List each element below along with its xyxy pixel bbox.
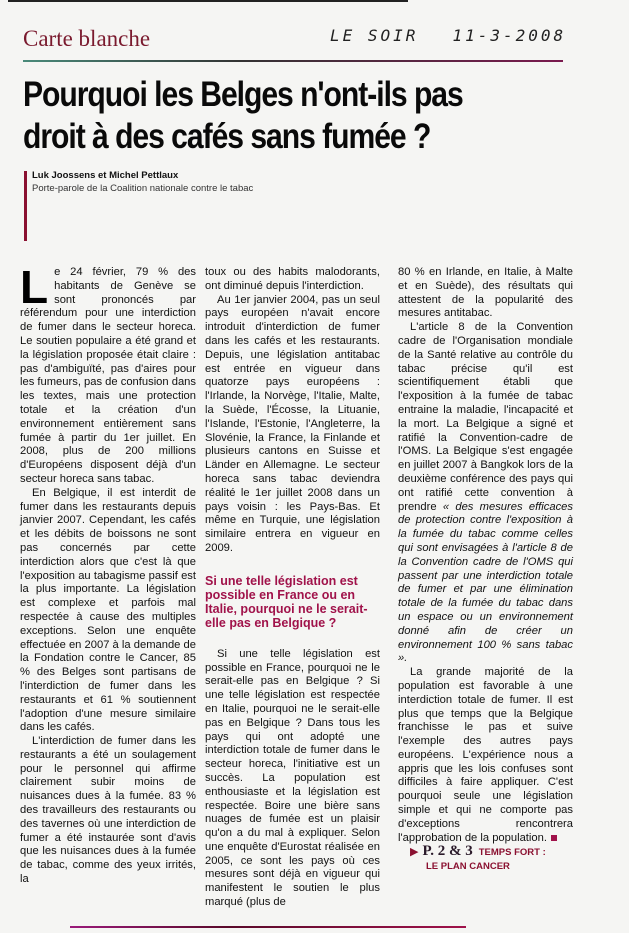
paragraph-5-part: Si une telle législation est possible en France, pourquoi ne le serait-elle pas en Belgique ? Si une telle législation est respectée en Italie, pourquoi ne le serait-elle pas en Belgique ? Dans tous les pays qui ont adopté une interdiction totale de fumer dans le secteur horeca, l'initiative est un succès. La population est enthousiaste et la législation est respectée. Boire une bière sans nuages de fumée est un plaisir qu'on a du mal à expliquer. Selon une enquête d'Eurostat réalisée en 2005, ce sont les pays où ces mesures sont déjà en vigueur qui manifestent le soutien le plus marqué (plus de [205,647,380,909]
article-column-3 [398,266,573,874]
cross-reference[interactable] [398,845,573,874]
handnote-paper: LE SOIR [330,26,419,45]
byline-bar [24,171,27,241]
article-column-1 [20,261,196,887]
byline-role: Porte-parole de la Coalition nationale contre le tabac [32,183,254,194]
paragraph-7-text: La grande majorité de la population est favorable à une interdiction totale de fumer. Il est plus que temps que la Belgique franchisse le pas et suive l'exemple des autres pays européens. L'expérience nous a appris que les lois confuses sont difficiles à faire appliquer. C'est pourquoi seule une législation simple et qui ne comporte pas d'exceptions rencontrera l'approbation de la population. [398,666,573,844]
paragraph-4: Au 1er janvier 2004, pas un seul pays européen n'avait encore introduit d'interdiction de fumer dans les cafés et les restaurants. Depuis, une législation antitabac est entrée en vigueur dans quatorze pays européens : l'Irlande, la Norvège, l'Italie, Malte, la Suède, l'Écosse, la Lituanie, l'Islande, l'Estonie, l'Angleterre, la Slovénie, la France, la Finlande et plusieurs cantons en Suisse et Länder en Allemagne. Le secteur horeca sans tabac deviendra réalité le 1er juillet 2008 dans un pays voisin : les Pays-Bas. Et même en Turquie, une législation similaire entrera en vigueur en 2009. [205,293,380,554]
paragraph-1 [20,261,196,487]
section-rule [23,60,563,62]
article-column-2 [205,266,380,910]
handnote-date: 11-3-2008 [452,26,567,45]
paragraph-3-part: L'interdiction de fumer dans les restaurants a été un soulagement pour le personnel qui affirme clairement subir moins de nuisances dues à la fumée. 83 % des travailleurs des restaurants ou des tavernes où une interdiction de fumer a été instaurée sont d'avis que les nuisances dues à la fumée de tabac, comme des yeux irrités, la [20,735,196,886]
bottom-border [70,926,466,928]
paragraph-6-text: L'article 8 de la Convention cadre de l'Organisation mondiale de la Santé relative au contrôle du tabac précise qu'il est scientifiquement établi que l'exposition à la fumée de tabac entraine la maladie, l'incapacité et la mort. La Belgique a signé et ratifié la Convention-cadre de l'OMS. La Belgique s'est engagée en juillet 2007 à Bangkok lors de la deuxième conférence des pays qui ont ratifié cette convention à prendre [398,321,573,513]
byline-authors: Luk Joossens et Michel Pettlaux [32,170,179,181]
top-border [8,0,408,2]
triangle-arrow-icon: ▶ [410,846,419,859]
paragraph-7 [398,666,573,845]
reference-pages: P. 2 & 3 [422,843,473,860]
paragraph-5-cont: 80 % en Irlande, en Italie, à Malte et en Suède), des résultats qui attestent de la popularité des mesures antitabac. [398,266,573,320]
end-mark-icon [551,835,557,841]
reference-topic: LE PLAN CANCER [426,861,510,873]
headline-line-2: droit à des cafés sans fumée ? [23,117,431,156]
paragraph-1-text: e 24 février, 79 % des habitants de Genève se sont prononcés par référendum pour une interdiction de fumer dans le secteur horeca. Le soutien populaire a été grand et la législation proposée était claire : pas d'ambiguïté, pas d'aires pour les fumeurs, pas de confusion dans les textes, mais une protection totale et la création d'un environnement entièrement sans fumée à partir du 1er juillet. En 2008, plus de 200 millions d'Européens disposent déjà d'un secteur horeca sans tabac. [20,266,196,485]
paragraph-6 [398,321,573,666]
headline [23,74,530,158]
section-kicker: Carte blanche [23,26,151,51]
paragraph-3-cont: toux ou des habits malodorants, ont diminué depuis l'interdiction. [205,266,380,292]
subheading: Si une telle législation est possible en France ou en Italie, pourquoi ne le serait-elle pas en Belgique ? [205,573,368,630]
paragraph-2: En Belgique, il est interdit de fumer dans les restaurants depuis janvier 2007. Cependant, les cafés et les débits de boissons ne sont pas concernés par cette interdiction alors que c'est là que l'exposition au tabagisme passif est la plus importante. La législation est complexe et parfois mal respectée à cause des multiples exceptions. Selon une enquête effectuée en 2007 à la demande de la Fondation contre le Cancer, 85 % des Belges sont partisans de l'interdiction de fumer dans les restaurants et 61 % soutiennent l'adoption d'une mesure similaire dans les cafés. [20,486,196,734]
drop-cap: L [20,261,49,313]
headline-line-1: Pourquoi les Belges n'ont-ils pas [23,75,463,114]
handwritten-annotation [330,26,600,45]
oms-quote: « des mesures efficaces de protection contre l'exposition à la fumée du tabac comme celles qui sont envisagées à l'article 8 de la Convention cadre de l'OMS qui passent par une interdiction totale de fumer et par une élimination totale de la fumée du tabac dans un espace ou un environnement donné afin de créer un environnement 100 % sans tabac ». [398,500,573,665]
reference-label: TEMPS FORT : [478,847,546,859]
